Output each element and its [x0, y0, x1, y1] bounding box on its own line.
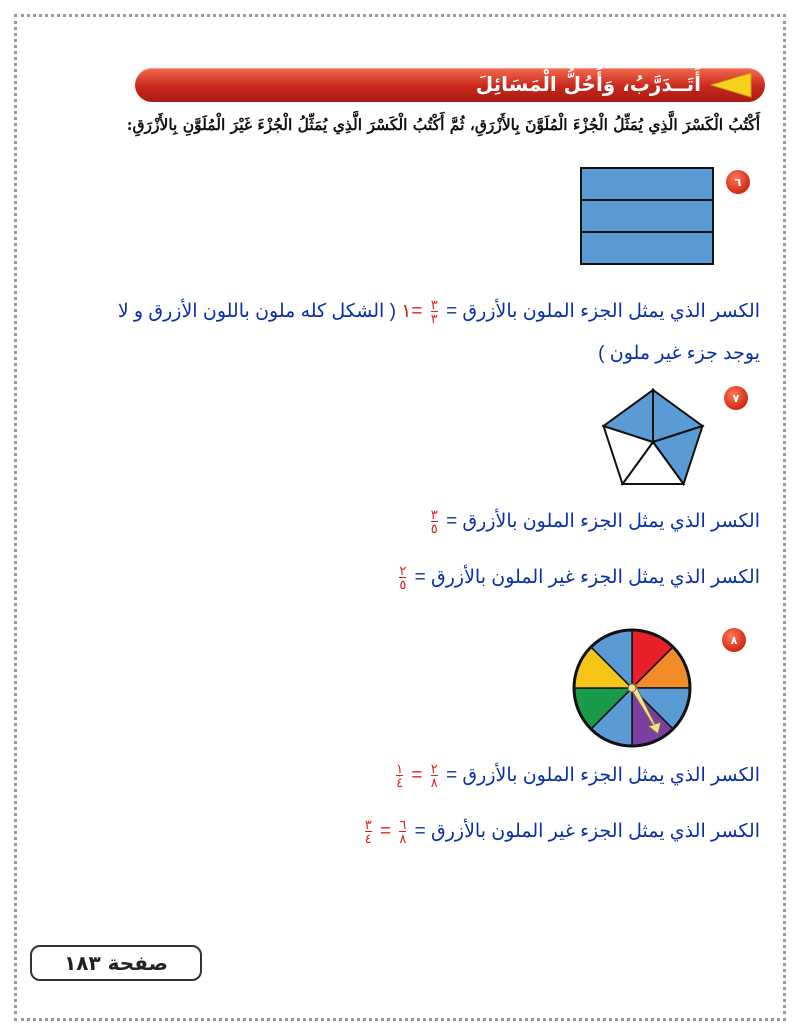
arrow-icon — [707, 71, 755, 99]
pentagon-figure — [598, 386, 708, 490]
answer-line: الكسر الذي يمثل الجزء الملون بالأزرق = $\frac{٣}{٥}$ — [430, 506, 760, 536]
answer-line: الكسر الذي يمثل الجزء الملون بالأزرق = $\frac{٣}{٣}$ =١ ( الشكل كله ملون باللون الأزرق و لا — [117, 296, 760, 326]
spinner-hub — [628, 684, 636, 692]
problem-number-badge: ٨ — [722, 628, 746, 652]
fraction: $\frac{٣}{٥}$ — [430, 506, 438, 536]
fraction: $\frac{٣}{٤}$ — [364, 816, 372, 846]
spinner-figure — [570, 626, 694, 750]
fraction: $\frac{٦}{٨}$ — [399, 816, 407, 846]
section-title: أَتَــدَرَّبُ، وَأَحُلُّ الْمَسَائِلَ — [475, 72, 701, 96]
page-number-label: صفحة ١٨٣ — [30, 945, 202, 981]
instruction-text: أَكْتُبُ الْكَسْرَ الَّذِي يُمَثِّلُ الْجُزْءَ الْمُلَوَّنَ بِالأَزْرَقِ، ثُمَّ أَكْتُبُ الْكَسْرَ الَّذِي يُمَثِّلُ الْجُزْءَ غَيْرَ الْمُلَوَّنِ بِالأَزْرَقِ: — [126, 115, 760, 134]
fraction: $\frac{١}{٤}$ — [396, 760, 404, 790]
fraction: $\frac{٢}{٨}$ — [430, 760, 438, 790]
answer-line: الكسر الذي يمثل الجزء الملون بالأزرق = $\frac{٢}{٨}$ = $\frac{١}{٤}$ — [396, 760, 760, 790]
answer-line: الكسر الذي يمثل الجزء غير الملون بالأزرق = $\frac{٦}{٨}$ = $\frac{٣}{٤}$ — [364, 816, 760, 846]
answer-line: يوجد جزء غير ملون ) — [598, 343, 760, 364]
fraction: $\frac{٣}{٣}$ — [430, 296, 438, 326]
fraction: $\frac{٢}{٥}$ — [399, 562, 407, 592]
answer-line: الكسر الذي يمثل الجزء غير الملون بالأزرق = $\frac{٢}{٥}$ — [399, 562, 760, 592]
section-banner — [135, 68, 765, 102]
problem-number-badge: ٦ — [726, 170, 750, 194]
problem-number-badge: ٧ — [724, 386, 748, 410]
rectangle-figure — [580, 167, 714, 265]
